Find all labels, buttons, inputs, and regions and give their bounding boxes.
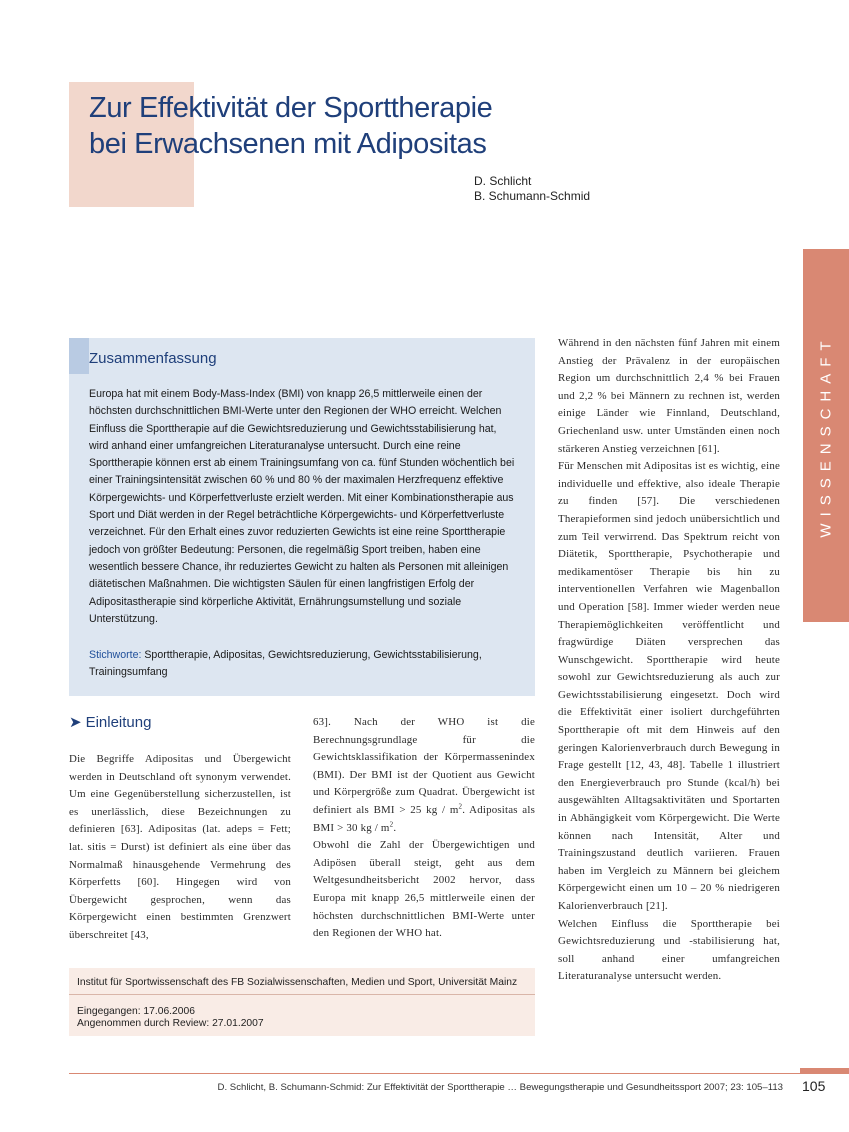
received-date: Eingegangen: 17.06.2006 xyxy=(77,1006,195,1017)
institution-box xyxy=(69,968,535,1036)
paragraph: Während in den nächsten fünf Jahren mit einem Anstieg der Prävalenz in der europäischen Region um durchschnittlich 2,4 % bei Frauen und 2,2 % bei Männern zu rechnen ist, werden einige Länder wie Finnland, Deutschland, Griechenland usw. unter Umständen einen noch stärkeren Anstieg verzeichnen [61]. xyxy=(558,337,780,455)
abstract-heading: Zusammenfassung xyxy=(89,350,217,367)
author-1: D. Schlicht xyxy=(474,174,532,188)
arrow-icon: ➤ xyxy=(69,714,82,731)
accepted-date: Angenommen durch Review: 27.01.2007 xyxy=(77,1018,264,1029)
paragraph: Welchen Einfluss die Sporttherapie bei Gewichtsreduzierung und -stabilisierung hat, soll anhand einer umfangreichen Literaturanalyse untersucht werden. xyxy=(558,917,780,983)
paragraph-bmi-definition: 63]. Nach der WHO ist die Berechnungsgrundlage für die Gewichtsklassifikation der Körpermassenindex (BMI). Der BMI ist der Quotient aus Gewicht und Körpergröße zum Quadrat. Übergewicht ist definiert als BMI > 25 kg / $m^2$. Adipositas als BMI > 30 kg / $m^2$. xyxy=(313,716,536,834)
paragraph: Die Begriffe Adipositas und Übergewicht werden in Deutschland oft synonym verwendet. Um eine Gegenüberstellung sicherzustellen, ist es unerlässlich, diese Bezeichnungen zu definieren [63]. Adipositas (lat. adeps = Fett; lat. sitis = Durst) ist definiert als eine über das Normalmaß hinausgehende Vermehrung des Körperfetts [60]. Hingegen wird von Übergewicht gesprochen, wenn das Körpergewicht einen bestimmten Grenzwert überschreitet [43, xyxy=(69,753,291,941)
keywords xyxy=(89,647,517,682)
column-3 xyxy=(558,335,780,986)
page-number: 105 xyxy=(802,1078,826,1094)
superscript: 2 xyxy=(458,802,463,811)
abstract-text: Europa hat mit einem Body-Mass-Index (BMI) von knapp 26,5 mittlerweile einen der höchsten durchschnittlichen BMI-Werte unter den Regionen der WHO erreicht. Welchen Einfluss die Sporttherapie auf die Gewichtsreduzierung und Gewichtsstabilisierung hat, wird anhand einer umfangreichen Literaturanalyse untersucht. Durch eine reine Sporttherapie können erst ab einem Trainingsumfang von ca. fünf Stunden wöchentlich bei einer Trainingsintensität zwischen 60 % und 80 % der maximalen Herzfrequenz effektive Körpergewichts- und Körperfettverluste erzielt werden. Mit einer Kombinationstherapie aus Sport und Diät werden in der Regel beträchtliche Körpergewichts- und Körperfettverluste verzeichnet. Für den Erhalt eines zuvor reduzierten Gewichts ist eine reine Sporttherapie jedoch von größter Bedeutung: Personen, die regelmäßig Sport treiben, haben eine wesentlich bessere Chance, ihr reduziertes Gewicht zu halten als Personen mit alleinigen diätetischen Maßnahmen. Die wichtigsten Säulen für einen langfristigen Erfolg der Adipositastherapie sind körperliche Aktivität, Ernährungsumstellung und soziale Unterstützung. xyxy=(89,388,515,625)
author-2: B. Schumann-Schmid xyxy=(474,189,591,203)
keywords-label: Stichworte: xyxy=(89,649,142,661)
side-tab-label: WISSENSCHAFT xyxy=(817,333,835,538)
superscript: 2 xyxy=(389,819,394,828)
section-heading-einleitung xyxy=(69,713,151,731)
authors xyxy=(474,174,590,204)
section-side-tab xyxy=(803,249,849,622)
title-line-2: bei Erwachsenen mit Adipositas xyxy=(89,128,487,160)
column-1 xyxy=(69,751,291,945)
institution-name: Institut für Sportwissenschaft des FB Sozialwissenschaften, Medien und Sport, Universität Mainz xyxy=(77,977,518,988)
paragraph: Für Menschen mit Adipositas ist es wichtig, eine individuelle und effektive, also ideale Therapie zu finden [57]. Die verschiedenen Therapieformen sind jedoch unübersichtlich und zum Teil verwirrend. Das Spektrum reicht von Diätetik, Sporttherapie, Psychotherapie und medikamentöser Therapie bis hin zu interventionellen Verfahren wie Magenballon und Operation [58]. Immer wieder werden neue Therapiemöglichkeiten veröffentlicht und fragwürdige Diäten versprechen das Wunschgewicht. Sporttherapie wird heute sowohl zur Gewichtsreduzierung als auch zur Gewichtsstabilisierung eingesetzt. Doch wird die Effektivität einer isoliert durchgeführten Sporttherapie oft mit dem Hinweis auf den geringen Kalorienverbrauch durch Bewegung in Frage gestellt [12, 43, 48]. Tabelle 1 illustriert den Energieverbrauch pro Stunde (kcal/h) bei ausgewählten Alltagsaktivitäten und Sportarten in Abhängigkeit vom Körpergewicht. Die Werte können nach Intensität, Alter und Trainingszustand deutlich variieren. Frauen haben im Vergleich zu Männern bei gleichem Körpergewicht einen um 10 – 20 % niedrigeren Kalorienverbrauch [21]. xyxy=(558,460,780,912)
section-heading-text: Einleitung xyxy=(85,714,152,731)
footer-accent-tab xyxy=(800,1068,849,1074)
column-2 xyxy=(313,714,535,943)
keywords-list: Sporttherapie, Adipositas, Gewichtsreduzierung, Gewichtsstabilisierung, Trainingsumfang xyxy=(89,649,482,679)
abstract-box xyxy=(69,338,535,696)
article-title xyxy=(89,90,492,162)
submission-dates xyxy=(77,1006,264,1030)
title-line-1: Zur Effektivität der Sporttherapie xyxy=(89,92,493,124)
footer-citation: D. Schlicht, B. Schumann-Schmid: Zur Effektivität der Sporttherapie … Bewegungstherapie und Gesundheitssport 2007; 23: 105–113 xyxy=(217,1082,783,1093)
abstract-heading-bar xyxy=(69,338,89,374)
paragraph: Obwohl die Zahl der Übergewichtigen und Adipösen überall steigt, geht aus dem Weltgesundheitsbericht 2002 hervor, dass Europa mit knapp 26,5 mittlerweile einen der höchsten durchschnittlichen BMI-Werte unter den Regionen der WHO hat. xyxy=(313,839,535,940)
divider xyxy=(69,994,535,995)
footer-rule xyxy=(69,1073,800,1074)
